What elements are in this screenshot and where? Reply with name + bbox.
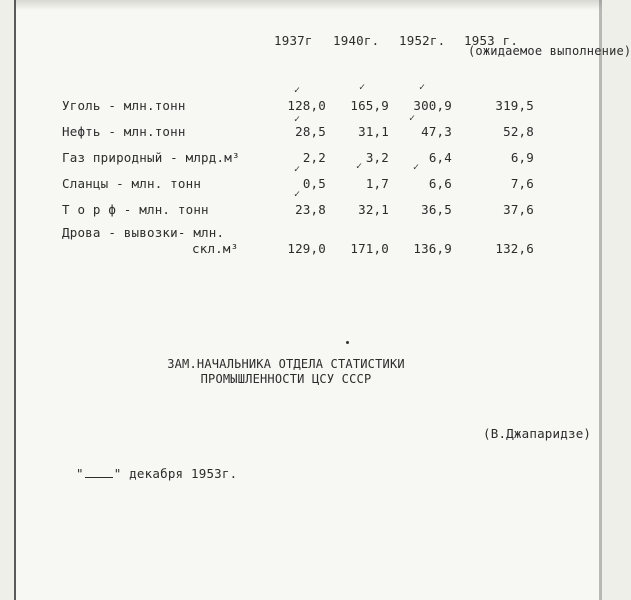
row-label: Т о р ф - млн. тонн — [62, 202, 209, 217]
value-1953: 319,5 — [495, 98, 534, 113]
table-row — [62, 150, 592, 168]
value-1952: 6,6 — [428, 176, 452, 191]
value-1937: 0,5 — [302, 176, 326, 191]
check-mark-icon: ✓ — [419, 82, 426, 93]
header-1952: 1952г. — [399, 33, 446, 48]
table-row — [62, 176, 592, 194]
value-1937: 23,8 — [295, 202, 326, 217]
row-label: Нефть - млн.тонн — [62, 124, 186, 139]
value-1940: 3,2 — [365, 150, 389, 165]
row-label: Уголь - млн.тонн — [62, 98, 186, 113]
value-1940: 1,7 — [365, 176, 389, 191]
value-1953: 6,9 — [510, 150, 534, 165]
signatory-title-line-2: ПРОМЫШЛЕННОСТИ ЦСУ СССР — [200, 372, 372, 386]
date-suffix: " декабря 1953г. — [113, 466, 238, 481]
check-mark-icon: ✓ — [294, 164, 301, 175]
value-1953: 132,6 — [495, 241, 534, 256]
value-1937: 28,5 — [295, 124, 326, 139]
value-1952: 136,9 — [413, 241, 452, 256]
check-mark-icon: ✓ — [359, 82, 366, 93]
signatory-title — [136, 357, 436, 387]
value-1953: 7,6 — [510, 176, 534, 191]
signatory-name: (В.Джапаридзе) — [483, 426, 592, 441]
value-1940: 31,1 — [358, 124, 389, 139]
check-mark-icon: ✓ — [294, 85, 301, 96]
check-mark-icon: ✓ — [413, 162, 420, 173]
value-1940: 165,9 — [350, 98, 389, 113]
header-1940: 1940г. — [333, 33, 380, 48]
document-page — [14, 0, 631, 600]
value-1940: 171,0 — [350, 241, 389, 256]
check-mark-icon: ✓ — [294, 114, 301, 125]
date-prefix: " — [76, 466, 84, 481]
page-edge — [599, 0, 602, 600]
signatory-title-line-1: ЗАМ.НАЧАЛЬНИКА ОТДЕЛА СТАТИСТИКИ — [167, 357, 405, 371]
row-label: Газ природный - млрд.м³ — [62, 150, 240, 165]
date-blank — [85, 477, 113, 478]
value-1937: 128,0 — [287, 98, 326, 113]
value-1952: 47,3 — [421, 124, 452, 139]
value-1953: 37,6 — [503, 202, 534, 217]
document-date — [76, 466, 237, 481]
value-1937: 129,0 — [287, 241, 326, 256]
check-mark-icon: ✓ — [356, 161, 363, 172]
value-1953: 52,8 — [503, 124, 534, 139]
value-1937: 2,2 — [302, 150, 326, 165]
row-label: Сланцы - млн. тонн — [62, 176, 202, 191]
table-row — [62, 124, 592, 142]
value-1940: 32,1 — [358, 202, 389, 217]
check-mark-icon: ✓ — [409, 113, 416, 124]
value-1952: 6,4 — [428, 150, 452, 165]
table-row — [62, 98, 592, 116]
value-1952: 300,9 — [413, 98, 452, 113]
scan-shadow — [16, 0, 602, 10]
header-note: (ожидаемое выполнение) — [468, 44, 631, 58]
header-1937: 1937г — [274, 33, 313, 48]
row-label: Дрова - вывозки- млн. — [62, 225, 225, 240]
value-1952: 36,5 — [421, 202, 452, 217]
ink-dot — [346, 341, 349, 344]
table-row — [62, 225, 592, 261]
row-label-unit: скл.м³ — [192, 241, 239, 256]
check-mark-icon: ✓ — [294, 189, 301, 200]
header-1953: 1953 г. — [464, 33, 519, 48]
table-row — [62, 202, 592, 220]
